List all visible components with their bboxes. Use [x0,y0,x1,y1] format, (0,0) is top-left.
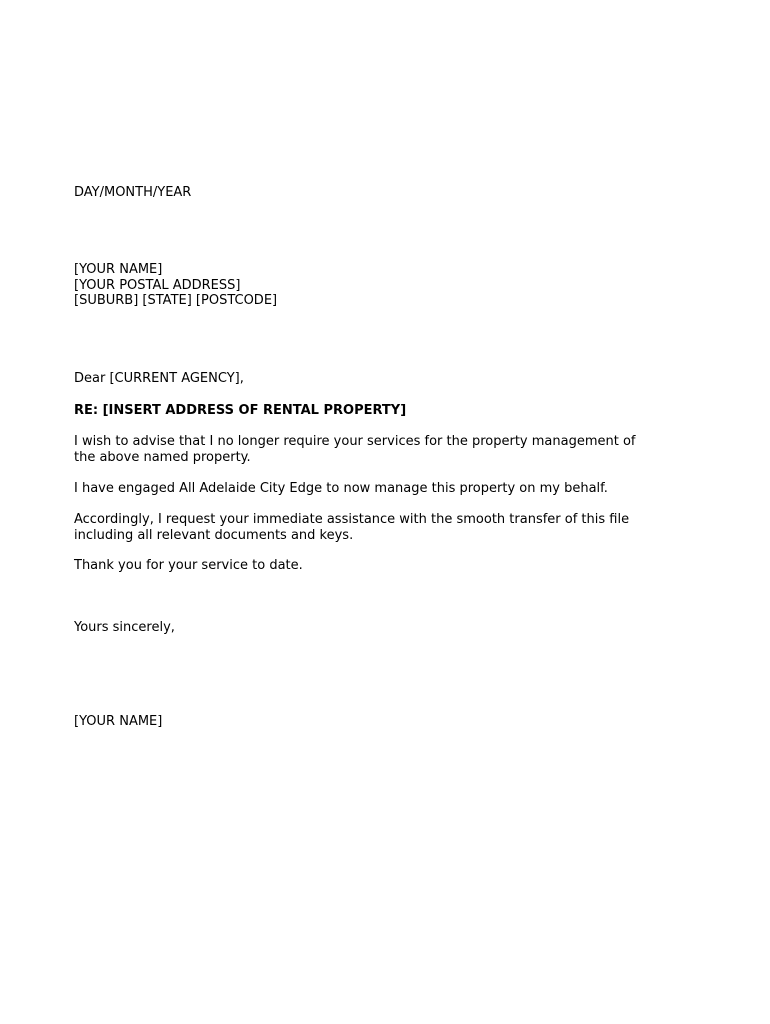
letter-date: DAY/MONTH/YEAR [74,185,192,200]
sender-suburb-state-postcode: [SUBURB] [STATE] [POSTCODE] [74,293,278,308]
paragraph-2 [74,481,608,497]
paragraph-line: I have engaged All Adelaide City Edge to now manage this property on my behalf. [74,481,608,496]
paragraph-line: Accordingly, I request your immediate assistance with the smooth transfer of this file [74,512,630,527]
sender-postal-address: [YOUR POSTAL ADDRESS] [74,277,241,293]
sender-address [74,262,277,309]
paragraph-line: Thank you for your service to date. [74,558,303,573]
paragraph-line: including all relevant documents and keys. [74,527,354,543]
closing: Yours sincerely, [74,620,175,635]
subject-line: RE: [INSERT ADDRESS OF RENTAL PROPERTY] [74,403,407,418]
paragraph-3 [74,512,629,543]
paragraph-1 [74,434,636,465]
salutation: Dear [CURRENT AGENCY], [74,371,244,386]
sender-name: [YOUR NAME] [74,262,163,277]
paragraph-line: the above named property. [74,449,251,465]
signature-name: [YOUR NAME] [74,714,163,729]
paragraph-line: I wish to advise that I no longer require your services for the property management of [74,434,636,449]
paragraph-4 [74,558,303,574]
